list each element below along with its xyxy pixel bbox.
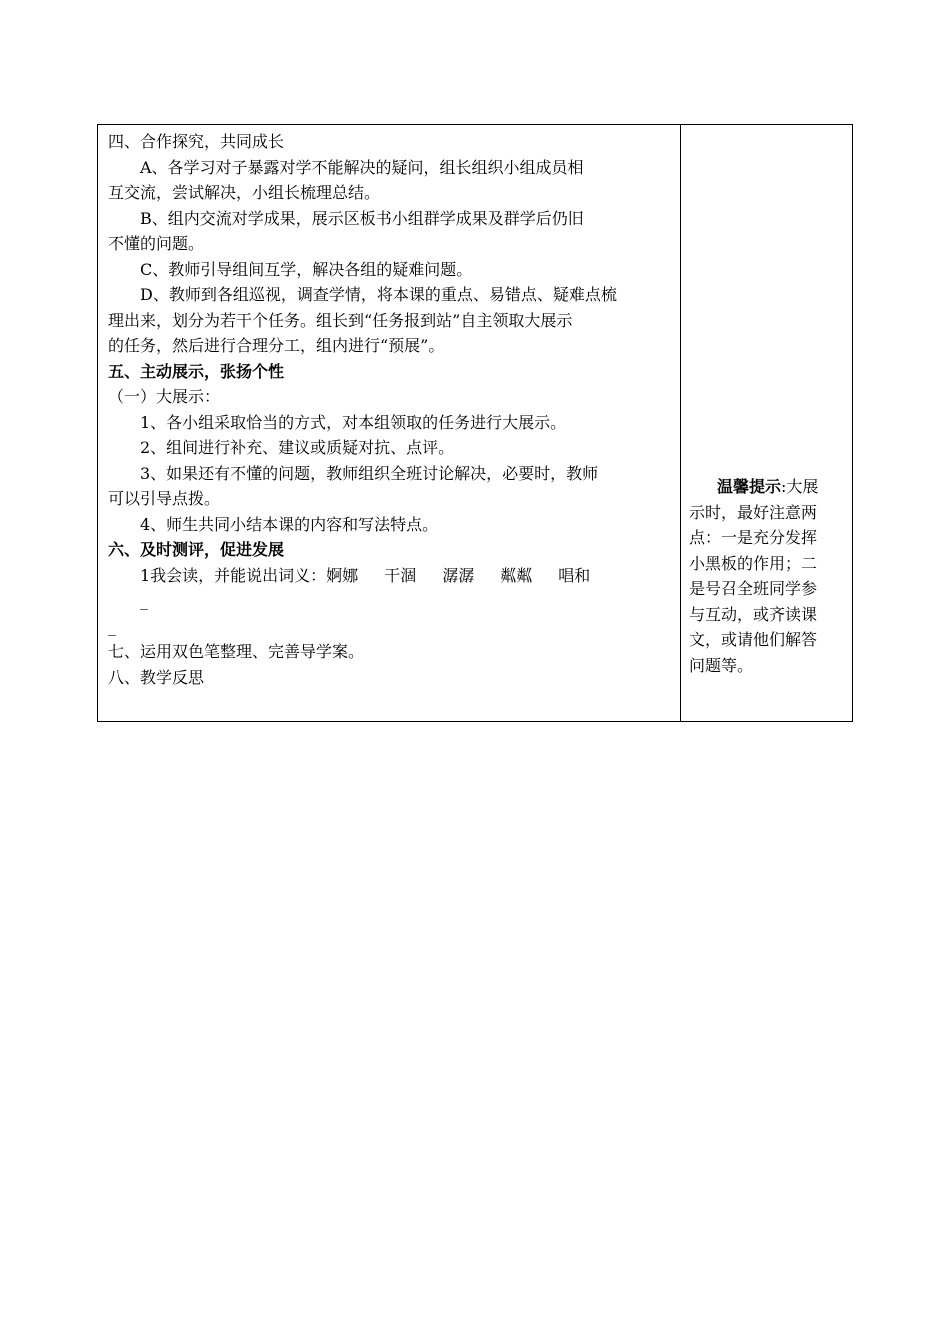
lesson-table [97,124,853,722]
tip-line-4: 小黑板的作用；二 [689,553,818,573]
tip-line1-rest: :大展 [781,477,819,496]
tip-line-8: 问题等。 [689,655,754,675]
section-5-title: 五、主动展示，张扬个性 [108,361,285,381]
answer-blank-2: _ [108,616,116,636]
sec4-b-line1: B、组内交流对学成果，展示区板书小组群学成果及群学后仍旧 [140,208,584,228]
sec4-a-line1: A、各学习对子暴露对学不能解决的疑问，组长组织小组成员相 [140,157,584,177]
tip-line-1 [689,474,846,500]
vocab-word: 唱和 [558,565,591,585]
sec4-a-line2: 互交流，尝试解决，小组长梳理总结。 [108,183,381,202]
sec5-item-2: 2、组间进行补充、建议或质疑对抗、点评。 [140,438,455,457]
tip-line-6: 与互动，或齐读课 [689,604,818,624]
answer-blank-1: _ [140,591,148,610]
section-7: 七、运用双色笔整理、完善导学案。 [108,642,365,661]
sec4-b-line2: 不懂的问题。 [108,234,205,253]
sec5-subtitle: （一）大展示： [108,387,221,406]
sec5-item-3-line2: 可以引导点拨。 [108,489,221,508]
sec5-item-4: 4、师生共同小结本课的内容和写法特点。 [140,514,439,534]
tip-line-2: 示时，最好注意两 [689,502,818,522]
sec5-item-3-line1: 3、如果还有不懂的问题，教师组织全班讨论解决，必要时，教师 [140,463,599,483]
tip-line-3: 点：一是充分发挥 [689,528,818,547]
sec4-c-line: C、教师引导组间互学，解决各组的疑难问题。 [140,259,473,279]
vocab-word: 粼粼 [500,565,533,585]
vocab-word: 干涸 [384,565,417,585]
sec5-item-1: 1、各小组采取恰当的方式，对本组领取的任务进行大展示。 [140,412,567,432]
tip-label: 温馨提示 [717,477,782,496]
section-4-title-text: 四、合作探究，共同成长 [108,132,285,151]
section-8: 八、教学反思 [108,667,205,687]
sec4-d-line2: 理出来，划分为若干个任务。组长到“任务报到站”自主领取大展示 [108,310,573,330]
section-4-title [108,129,672,155]
tip-line-7: 文，或请他们解答 [689,630,818,649]
section-6-title: 六、及时测评，促进发展 [108,540,285,559]
sec6-vocab-line [108,563,672,589]
sec6-q1-prefix: 1我会读，并能说出词义： [140,565,327,585]
lesson-content-cell [98,125,681,721]
vocab-word: 婀娜 [326,565,359,585]
tip-line-5: 是号召全班同学参 [689,579,818,598]
vocab-word: 潺潺 [442,565,475,585]
tip-cell [681,125,852,721]
sec4-d-line3: 的任务，然后进行合理分工，组内进行“预展”。 [108,336,445,355]
sec4-d-line1: D、教师到各组巡视，调查学情，将本课的重点、易错点、疑难点梳 [140,285,617,304]
